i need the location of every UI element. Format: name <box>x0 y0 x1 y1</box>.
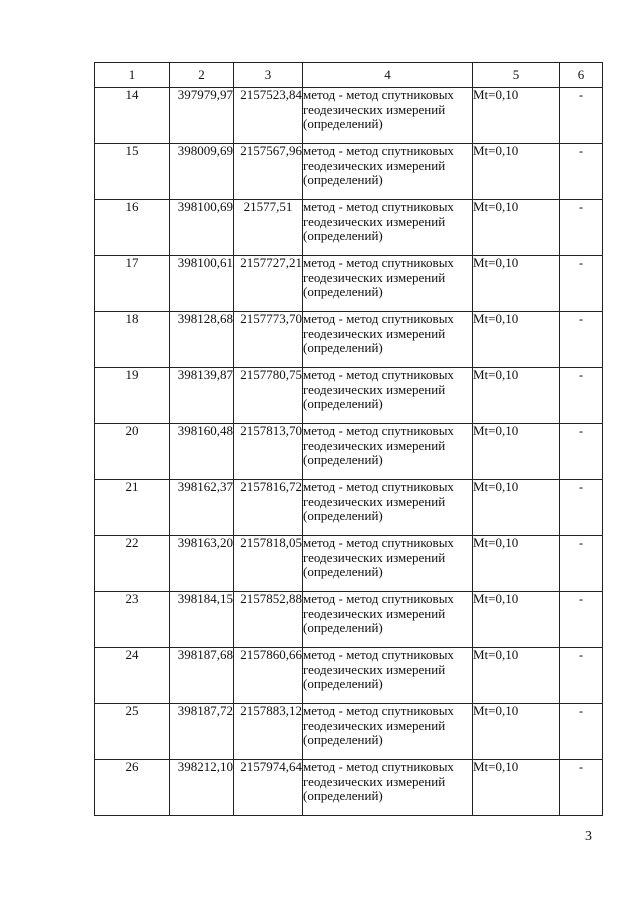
column-header-1: 1 <box>95 63 170 88</box>
method-cell <box>303 648 473 704</box>
point-number-cell: 22 <box>95 536 170 592</box>
method-line: метод - метод спутниковых <box>303 87 454 102</box>
note-cell: - <box>560 312 603 368</box>
coordinates-table <box>94 62 603 816</box>
method-line: (определений) <box>303 508 383 523</box>
point-number-cell: 26 <box>95 760 170 816</box>
note-cell: - <box>560 480 603 536</box>
method-line: метод - метод спутниковых <box>303 479 454 494</box>
method-cell <box>303 760 473 816</box>
table-row <box>95 368 603 424</box>
note-cell: - <box>560 368 603 424</box>
method-line: геодезических измерений <box>303 493 446 509</box>
y-coordinate-cell: 2157567,96 <box>234 144 303 200</box>
y-coordinate-cell: 2157818,05 <box>234 536 303 592</box>
x-coordinate-cell: 398187,72 <box>170 704 234 760</box>
method-line: метод - метод спутниковых <box>303 591 454 606</box>
point-number-cell: 19 <box>95 368 170 424</box>
y-coordinate-cell: 2157860,66 <box>234 648 303 704</box>
method-line: (определений) <box>303 676 383 691</box>
accuracy-cell: Mt=0,10 <box>473 648 560 704</box>
point-number-cell: 17 <box>95 256 170 312</box>
method-cell <box>303 312 473 368</box>
column-header-3: 3 <box>234 63 303 88</box>
method-line: (определений) <box>303 788 383 803</box>
x-coordinate-cell: 397979,97 <box>170 88 234 144</box>
point-number-cell: 16 <box>95 200 170 256</box>
column-header-2: 2 <box>170 63 234 88</box>
table-row <box>95 256 603 312</box>
page-number: 3 <box>585 829 592 844</box>
table-header-row <box>95 63 603 88</box>
table-row <box>95 536 603 592</box>
method-line: метод - метод спутниковых <box>303 367 454 382</box>
accuracy-cell: Mt=0,10 <box>473 424 560 480</box>
method-cell <box>303 88 473 144</box>
method-cell <box>303 480 473 536</box>
method-line: геодезических измерений <box>303 717 446 733</box>
accuracy-cell: Mt=0,10 <box>473 256 560 312</box>
accuracy-cell: Mt=0,10 <box>473 144 560 200</box>
point-number-cell: 15 <box>95 144 170 200</box>
note-cell: - <box>560 144 603 200</box>
method-line: геодезических измерений <box>303 213 446 229</box>
method-line: (определений) <box>303 116 383 131</box>
x-coordinate-cell: 398184,15 <box>170 592 234 648</box>
method-line: метод - метод спутниковых <box>303 759 454 774</box>
x-coordinate-cell: 398187,68 <box>170 648 234 704</box>
method-line: метод - метод спутниковых <box>303 199 454 214</box>
method-cell <box>303 368 473 424</box>
method-line: геодезических измерений <box>303 269 446 285</box>
table-row <box>95 592 603 648</box>
y-coordinate-cell: 2157727,21 <box>234 256 303 312</box>
table-row <box>95 312 603 368</box>
method-cell <box>303 424 473 480</box>
table-row <box>95 88 603 144</box>
note-cell: - <box>560 88 603 144</box>
point-number-cell: 20 <box>95 424 170 480</box>
method-line: метод - метод спутниковых <box>303 255 454 270</box>
method-line: геодезических измерений <box>303 773 446 789</box>
table-row <box>95 424 603 480</box>
table-row <box>95 648 603 704</box>
table-row <box>95 760 603 816</box>
method-line: (определений) <box>303 172 383 187</box>
y-coordinate-cell: 2157780,75 <box>234 368 303 424</box>
y-coordinate-cell: 2157883,12 <box>234 704 303 760</box>
method-line: геодезических измерений <box>303 661 446 677</box>
method-line: (определений) <box>303 620 383 635</box>
accuracy-cell: Mt=0,10 <box>473 536 560 592</box>
method-line: геодезических измерений <box>303 101 446 117</box>
method-cell <box>303 592 473 648</box>
note-cell: - <box>560 200 603 256</box>
point-number-cell: 14 <box>95 88 170 144</box>
column-header-6: 6 <box>560 63 603 88</box>
accuracy-cell: Mt=0,10 <box>473 760 560 816</box>
point-number-cell: 23 <box>95 592 170 648</box>
method-line: (определений) <box>303 732 383 747</box>
point-number-cell: 18 <box>95 312 170 368</box>
note-cell: - <box>560 648 603 704</box>
note-cell: - <box>560 592 603 648</box>
accuracy-cell: Mt=0,10 <box>473 312 560 368</box>
column-header-4: 4 <box>303 63 473 88</box>
method-cell <box>303 704 473 760</box>
method-line: метод - метод спутниковых <box>303 423 454 438</box>
method-line: геодезических измерений <box>303 325 446 341</box>
method-line: геодезических измерений <box>303 605 446 621</box>
method-cell <box>303 200 473 256</box>
x-coordinate-cell: 398128,68 <box>170 312 234 368</box>
method-line: метод - метод спутниковых <box>303 311 454 326</box>
method-line: (определений) <box>303 564 383 579</box>
accuracy-cell: Mt=0,10 <box>473 480 560 536</box>
method-line: метод - метод спутниковых <box>303 703 454 718</box>
table-row <box>95 200 603 256</box>
table-body <box>95 88 603 816</box>
method-cell <box>303 144 473 200</box>
y-coordinate-cell: 21577,51 <box>234 200 303 256</box>
method-line: (определений) <box>303 452 383 467</box>
method-line: геодезических измерений <box>303 381 446 397</box>
y-coordinate-cell: 2157852,88 <box>234 592 303 648</box>
x-coordinate-cell: 398212,10 <box>170 760 234 816</box>
point-number-cell: 25 <box>95 704 170 760</box>
method-line: геодезических измерений <box>303 549 446 565</box>
y-coordinate-cell: 2157523,84 <box>234 88 303 144</box>
note-cell: - <box>560 536 603 592</box>
method-cell <box>303 536 473 592</box>
point-number-cell: 24 <box>95 648 170 704</box>
method-line: (определений) <box>303 396 383 411</box>
x-coordinate-cell: 398100,61 <box>170 256 234 312</box>
method-line: метод - метод спутниковых <box>303 535 454 550</box>
y-coordinate-cell: 2157813,70 <box>234 424 303 480</box>
table-row <box>95 480 603 536</box>
method-line: (определений) <box>303 284 383 299</box>
accuracy-cell: Mt=0,10 <box>473 704 560 760</box>
x-coordinate-cell: 398100,69 <box>170 200 234 256</box>
method-line: геодезических измерений <box>303 437 446 453</box>
accuracy-cell: Mt=0,10 <box>473 592 560 648</box>
method-line: метод - метод спутниковых <box>303 143 454 158</box>
accuracy-cell: Mt=0,10 <box>473 368 560 424</box>
method-line: (определений) <box>303 340 383 355</box>
x-coordinate-cell: 398162,37 <box>170 480 234 536</box>
table-row <box>95 704 603 760</box>
x-coordinate-cell: 398139,87 <box>170 368 234 424</box>
y-coordinate-cell: 2157974,64 <box>234 760 303 816</box>
note-cell: - <box>560 424 603 480</box>
point-number-cell: 21 <box>95 480 170 536</box>
table-row <box>95 144 603 200</box>
x-coordinate-cell: 398009,69 <box>170 144 234 200</box>
method-line: геодезических измерений <box>303 157 446 173</box>
accuracy-cell: Mt=0,10 <box>473 88 560 144</box>
accuracy-cell: Mt=0,10 <box>473 200 560 256</box>
method-line: (определений) <box>303 228 383 243</box>
method-line: метод - метод спутниковых <box>303 647 454 662</box>
x-coordinate-cell: 398163,20 <box>170 536 234 592</box>
method-cell <box>303 256 473 312</box>
y-coordinate-cell: 2157816,72 <box>234 480 303 536</box>
column-header-5: 5 <box>473 63 560 88</box>
note-cell: - <box>560 704 603 760</box>
y-coordinate-cell: 2157773,70 <box>234 312 303 368</box>
note-cell: - <box>560 256 603 312</box>
x-coordinate-cell: 398160,48 <box>170 424 234 480</box>
note-cell: - <box>560 760 603 816</box>
